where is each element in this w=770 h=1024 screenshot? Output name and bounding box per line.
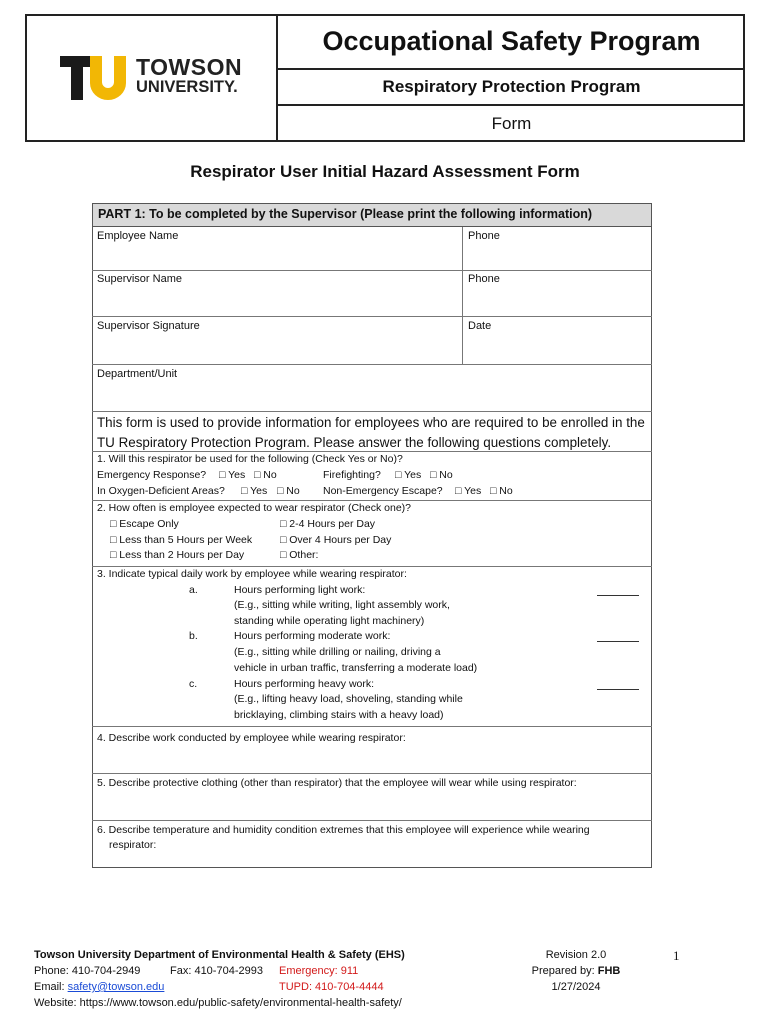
q3-b-example-1: (E.g., sitting while drilling or nailing, driving a [234,646,441,658]
intro-paragraph: This form is used to provide information for employees who are required to be enrolled in the TU Respiratory Protection Program. Please answer the following questions completely. [97,415,645,450]
q2-option-2-4-hours[interactable]: □ 2-4 Hours per Day [280,518,376,530]
q1-oxygen-no[interactable]: □ No [277,485,300,497]
q3-c-hours-blank[interactable] [597,689,639,690]
program-subtitle: Respiratory Protection Program [278,70,745,106]
yes-label: Yes [228,469,246,481]
option-label: Escape Only [119,518,179,530]
footer-revision: Revision 2.0 [545,949,607,961]
footer-emergency: Emergency: 911 [279,965,359,977]
no-label: No [499,485,513,497]
footer-website[interactable]: Website: https://www.towson.edu/public-safety/environmental-health-safety/ [34,997,402,1009]
towson-logo-mark [60,56,126,100]
logo-towson-text: TOWSON [136,54,243,80]
email-label: Email: [34,981,65,993]
q3-question: 3. Indicate typical daily work by employee while wearing respirator: [97,568,407,580]
logo-university-text: UNIVERSITY. [136,78,238,96]
q3-c-example-2: bricklaying, climbing stairs with a heavy load) [234,709,444,721]
q2-option-less-2-day[interactable]: □ Less than 2 Hours per Day [110,549,245,561]
program-title: Occupational Safety Program [278,14,745,70]
footer-phone: Phone: 410-704-2949 [34,965,141,977]
q1-oxygen-yes[interactable]: □ Yes [241,485,268,497]
q2-option-over-4-hours[interactable]: □ Over 4 Hours per Day [280,534,392,546]
yes-label: Yes [404,469,422,481]
option-label: Less than 5 Hours per Week [119,534,253,546]
footer-fax: Fax: 410-704-2993 [170,965,263,977]
supervisor-name-field[interactable]: Supervisor Name [97,273,182,285]
q1-emergency-yes[interactable]: □ Yes [219,469,246,481]
option-label: Over 4 Hours per Day [289,534,392,546]
q2-option-other[interactable]: □ Other: [280,549,319,561]
form-title: Respirator User Initial Hazard Assessment Form [190,162,580,181]
q3-b-letter: b. [189,630,198,642]
q1-non-emergency-label: Non-Emergency Escape? [323,485,443,497]
q3-b-hours-blank[interactable] [597,641,639,642]
q3-c-letter: c. [189,678,198,690]
footer-tupd: TUPD: 410-704-4444 [279,981,384,993]
prepared-by: FHB [597,965,621,977]
document-type: Form [491,114,532,133]
option-label: 2-4 Hours per Day [289,518,376,530]
row-divider [92,364,652,365]
supervisor-signature-field[interactable]: Supervisor Signature [97,320,200,332]
q2-option-less-5-week[interactable]: □ Less than 5 Hours per Week [110,534,253,546]
supervisor-phone-field[interactable]: Phone [468,273,500,285]
q3-b-title: Hours performing moderate work: [234,630,391,642]
row-divider [92,270,652,271]
q1-non-emergency-no[interactable]: □ No [490,485,513,497]
option-label: Less than 2 Hours per Day [119,549,245,561]
q4-question[interactable]: 4. Describe work conducted by employee while wearing respirator: [97,732,406,744]
yes-label: Yes [464,485,482,497]
q3-a-letter: a. [189,584,198,596]
q1-non-emergency-yes[interactable]: □ Yes [455,485,482,497]
q1-firefighting-no[interactable]: □ No [430,469,453,481]
prepared-label: Prepared by: [531,965,595,977]
q2-option-escape-only[interactable]: □ Escape Only [110,518,179,530]
q1-emergency-no[interactable]: □ No [254,469,277,481]
row-divider [92,820,652,821]
no-label: No [263,469,277,481]
employee-phone-field[interactable]: Phone [468,230,500,242]
email-link[interactable]: safety@towson.edu [67,981,165,993]
q3-b-example-2: vehicle in urban traffic, transferring a moderate load) [234,662,478,674]
q3-a-title: Hours performing light work: [234,584,366,596]
row-divider [92,726,652,727]
yes-label: Yes [250,485,268,497]
no-label: No [439,469,453,481]
date-field[interactable]: Date [468,320,492,332]
employee-name-field[interactable]: Employee Name [97,230,179,242]
no-label: No [286,485,300,497]
q6-question-line2: respirator: [109,839,157,851]
row-divider [92,316,652,317]
q3-a-example-1: (E.g., sitting while writing, light assembly work, [234,599,450,611]
q1-emergency-label: Emergency Response? [97,469,207,481]
q3-c-title: Hours performing heavy work: [234,678,375,690]
footer-prepared [510,963,642,980]
page-number: 1 [673,948,680,963]
footer-email-row [34,979,164,996]
q3-c-example-1: (E.g., lifting heavy load, shoveling, standing while [234,693,463,705]
q1-firefighting-yes[interactable]: □ Yes [395,469,422,481]
q1-question: 1. Will this respirator be used for the following (Check Yes or No)? [97,453,403,465]
option-label: Other: [289,549,319,561]
column-divider [462,227,463,364]
part1-heading: PART 1: To be completed by the Supervisor (Please print the following information) [92,203,652,227]
q3-a-example-2: standing while operating light machinery) [234,615,425,627]
q2-question: 2. How often is employee expected to wear respirator (Check one)? [97,502,411,514]
q1-oxygen-label: In Oxygen-Deficient Areas? [97,485,225,497]
department-field[interactable]: Department/Unit [97,368,178,380]
footer-department: Towson University Department of Environmental Health & Safety (EHS) [34,949,405,961]
row-divider [92,773,652,774]
footer-date: 1/27/2024 [551,981,601,993]
q5-question[interactable]: 5. Describe protective clothing (other than respirator) that the employee will wear while using respirator: [97,777,577,789]
q3-a-hours-blank[interactable] [597,595,639,596]
q6-question-line1[interactable]: 6. Describe temperature and humidity condition extremes that this employee will experience while wearing [97,824,590,836]
q1-firefighting-label: Firefighting? [323,469,381,481]
row-divider [92,411,652,412]
